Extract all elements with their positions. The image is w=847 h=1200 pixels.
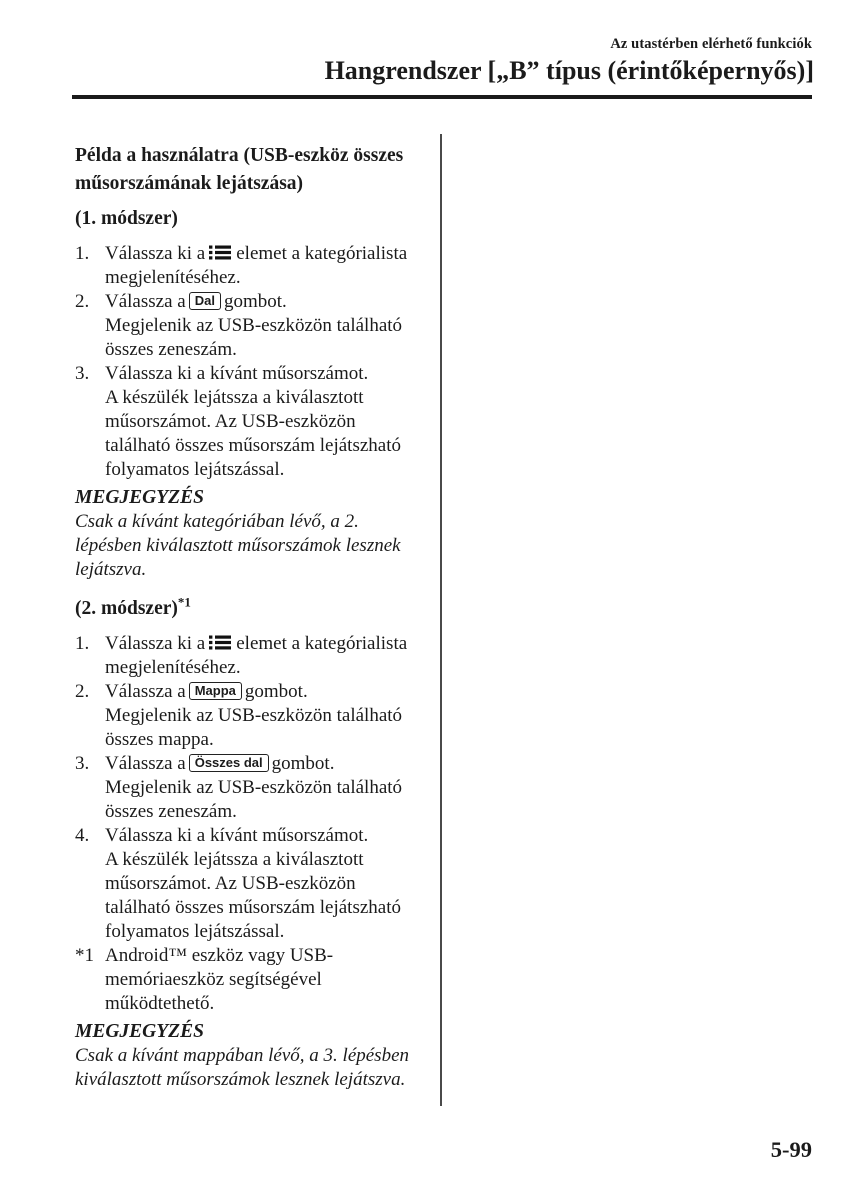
step-item [75, 362, 425, 482]
method1-heading: (1. módszer) [75, 208, 178, 229]
step-text [105, 824, 425, 944]
step-text [105, 752, 425, 824]
step-item [75, 680, 425, 752]
step-number: 3. [75, 753, 90, 774]
step-text-segment: elemet a kategórialista megjelenítéséhez. [105, 243, 408, 288]
step-text [105, 290, 425, 362]
page-number: 5-99 [770, 1137, 812, 1162]
step-text-segment: Válassza ki a [105, 243, 206, 264]
step-text-segment: Válassza a [105, 291, 186, 312]
step-number: 1. [75, 243, 90, 264]
step-number: 1. [75, 633, 90, 654]
footnote-item [75, 944, 425, 1016]
left-column [75, 142, 425, 1105]
step-text [105, 362, 425, 482]
column-divider [440, 134, 442, 1106]
title-rule [72, 95, 812, 99]
footnote-text: Android™ eszköz vagy USB-memóriaeszköz segítségével működtethető. [105, 945, 334, 1014]
step-item [75, 290, 425, 362]
method2-heading [75, 596, 425, 621]
method2-steps [75, 632, 425, 1016]
step-result-text: Megjelenik az USB-eszközön található összes mappa. [105, 705, 403, 750]
step-text-segment: elemet a kategórialista megjelenítéséhez. [105, 633, 408, 678]
step-item [75, 632, 425, 680]
category-list-icon [209, 245, 231, 260]
step-text-segment: gombot. [244, 681, 308, 702]
step-text [105, 632, 425, 680]
step-text [105, 242, 425, 290]
method2-heading-text: (2. módszer) [75, 598, 178, 619]
step-text-segment: gombot. [271, 753, 335, 774]
step-text-segment: gombot. [223, 291, 287, 312]
category-list-icon [209, 635, 231, 650]
note-block [75, 486, 425, 582]
mappa-button: Mappa [189, 682, 242, 700]
dal-button: Dal [189, 292, 221, 310]
step-number: 4. [75, 825, 90, 846]
step-text-segment: Válassza a [105, 681, 186, 702]
note-text: Csak a kívánt kategóriában lévő, a 2. lépésben kiválasztott műsorszámok lesznek lejátszva. [75, 511, 401, 580]
note-block [75, 1020, 425, 1092]
step-item [75, 752, 425, 824]
step-result-text: A készülék lejátssza a kiválasztott műsorszámot. Az USB-eszközön található összes műsorszám lejátszható folyamatos lejátszással. [105, 387, 401, 480]
step-text-segment: Válassza a [105, 753, 186, 774]
page-title: Hangrendszer [„B” típus (érintőképernyős)] [324, 56, 814, 85]
step-number: 2. [75, 291, 90, 312]
header-kicker: Az utastérben elérhető funkciók [610, 36, 812, 52]
step-result-text: A készülék lejátssza a kiválasztott műsorszámot. Az USB-eszközön található összes műsorszám lejátszható folyamatos lejátszással. [105, 849, 401, 942]
footnote-marker: *1 [75, 945, 94, 966]
section-heading: Példa a használatra (USB-eszköz összes műsorszámának lejátszása) [75, 145, 404, 194]
footnote-reference: *1 [177, 594, 191, 610]
osszes-dal-button: Összes dal [189, 754, 269, 772]
note-label: MEGJEGYZÉS [75, 1021, 204, 1042]
step-result-text: Megjelenik az USB-eszközön található összes zeneszám. [105, 777, 403, 822]
note-text: Csak a kívánt mappában lévő, a 3. lépésben kiválasztott műsorszámok lesznek lejátszva. [75, 1045, 410, 1090]
step-text-segment: Válassza ki a kívánt műsorszámot. [105, 363, 369, 384]
step-item [75, 824, 425, 944]
method1-steps [75, 242, 425, 482]
step-item [75, 242, 425, 290]
step-text [105, 680, 425, 752]
note-label: MEGJEGYZÉS [75, 487, 204, 508]
step-number: 3. [75, 363, 90, 384]
step-result-text: Megjelenik az USB-eszközön található összes zeneszám. [105, 315, 403, 360]
step-text-segment: Válassza ki a [105, 633, 206, 654]
step-number: 2. [75, 681, 90, 702]
step-text-segment: Válassza ki a kívánt műsorszámot. [105, 825, 369, 846]
